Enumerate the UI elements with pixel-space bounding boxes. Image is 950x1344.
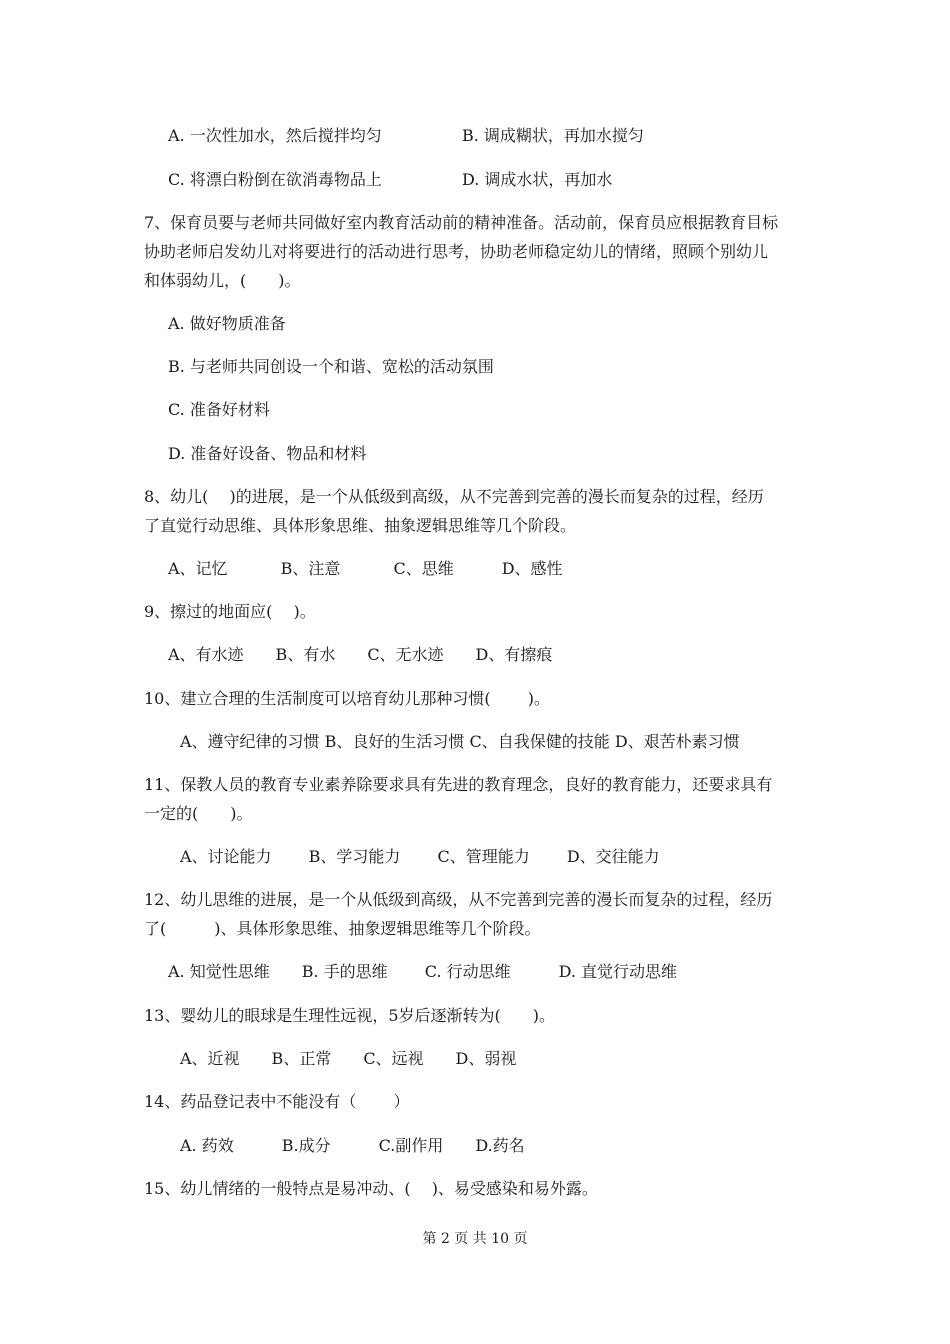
q7-option-d: D. 准备好设备、物品和材料 <box>168 444 367 463</box>
q14-options: A. 药效 B.成分 C.副作用 D.药名 <box>180 1136 525 1155</box>
q7-text-line1: 7、保育员要与老师共同做好室内教育活动前的精神准备。活动前，保育员应根据教育目标 <box>144 213 779 232</box>
q8-options: A、记忆 B、注意 C、思维 D、感性 <box>168 559 563 578</box>
q15-text: 15、幼儿情绪的一般特点是易冲动、( )、易受感染和易外露。 <box>144 1179 598 1198</box>
page-footer: 第 2 页 共 10 页 <box>422 1231 528 1247</box>
q10-options: A、遵守纪律的习惯 B、良好的生活习惯 C、自我保健的技能 D、艰苦朴素习惯 <box>180 732 740 751</box>
q11-options: A、讨论能力 B、学习能力 C、管理能力 D、交往能力 <box>180 847 660 866</box>
q12-options: A. 知觉性思维 B. 手的思维 C. 行动思维 D. 直觉行动思维 <box>168 962 678 981</box>
q14-text: 14、药品登记表中不能没有（ ） <box>144 1092 410 1111</box>
q9-text: 9、擦过的地面应( )。 <box>144 602 316 621</box>
q9-options: A、有水迹 B、有水 C、无水迹 D、有擦痕 <box>168 645 553 664</box>
q11-text-line1: 11、保教人员的教育专业素养除要求具有先进的教育理念，良好的教育能力，还要求具有 <box>144 775 773 794</box>
q10-text: 10、建立合理的生活制度可以培育幼儿那种习惯( )。 <box>144 689 550 708</box>
q11-text-line2: 一定的( )。 <box>144 804 253 823</box>
q7-option-c: C. 准备好材料 <box>168 400 270 419</box>
q7-text-line3: 和体弱幼儿，( )。 <box>144 271 301 290</box>
q7-option-a: A. 做好物质准备 <box>168 314 286 333</box>
q13-options: A、近视 B、正常 C、远视 D、弱视 <box>180 1049 517 1068</box>
q13-text: 13、婴幼儿的眼球是生理性远视，5岁后逐渐转为( )。 <box>144 1006 556 1025</box>
q7-text-line2: 协助老师启发幼儿对将要进行的活动进行思考，协助老师稳定幼儿的情绪，照顾个别幼儿 <box>144 242 769 261</box>
q6-option-d: D. 调成水状，再加水 <box>462 170 613 189</box>
q6-option-a: A. 一次性加水，然后搅拌均匀 <box>168 126 382 145</box>
q12-text-line2: 了( )、具体形象思维、抽象逻辑思维等几个阶段。 <box>144 919 541 938</box>
q8-text-line2: 了直觉行动思维、具体形象思维、抽象逻辑思维等几个阶段。 <box>144 516 577 535</box>
q7-option-b: B. 与老师共同创设一个和谐、宽松的活动氛围 <box>168 357 494 376</box>
q6-option-b: B. 调成糊状，再加水搅匀 <box>462 126 644 145</box>
q6-option-c: C. 将漂白粉倒在欲消毒物品上 <box>168 170 382 189</box>
q8-text-line1: 8、幼儿( )的进展，是一个从低级到高级，从不完善到完善的漫长而复杂的过程，经历 <box>144 487 764 506</box>
q12-text-line1: 12、幼儿思维的进展，是一个从低级到高级，从不完善到完善的漫长而复杂的过程，经历 <box>144 890 773 909</box>
